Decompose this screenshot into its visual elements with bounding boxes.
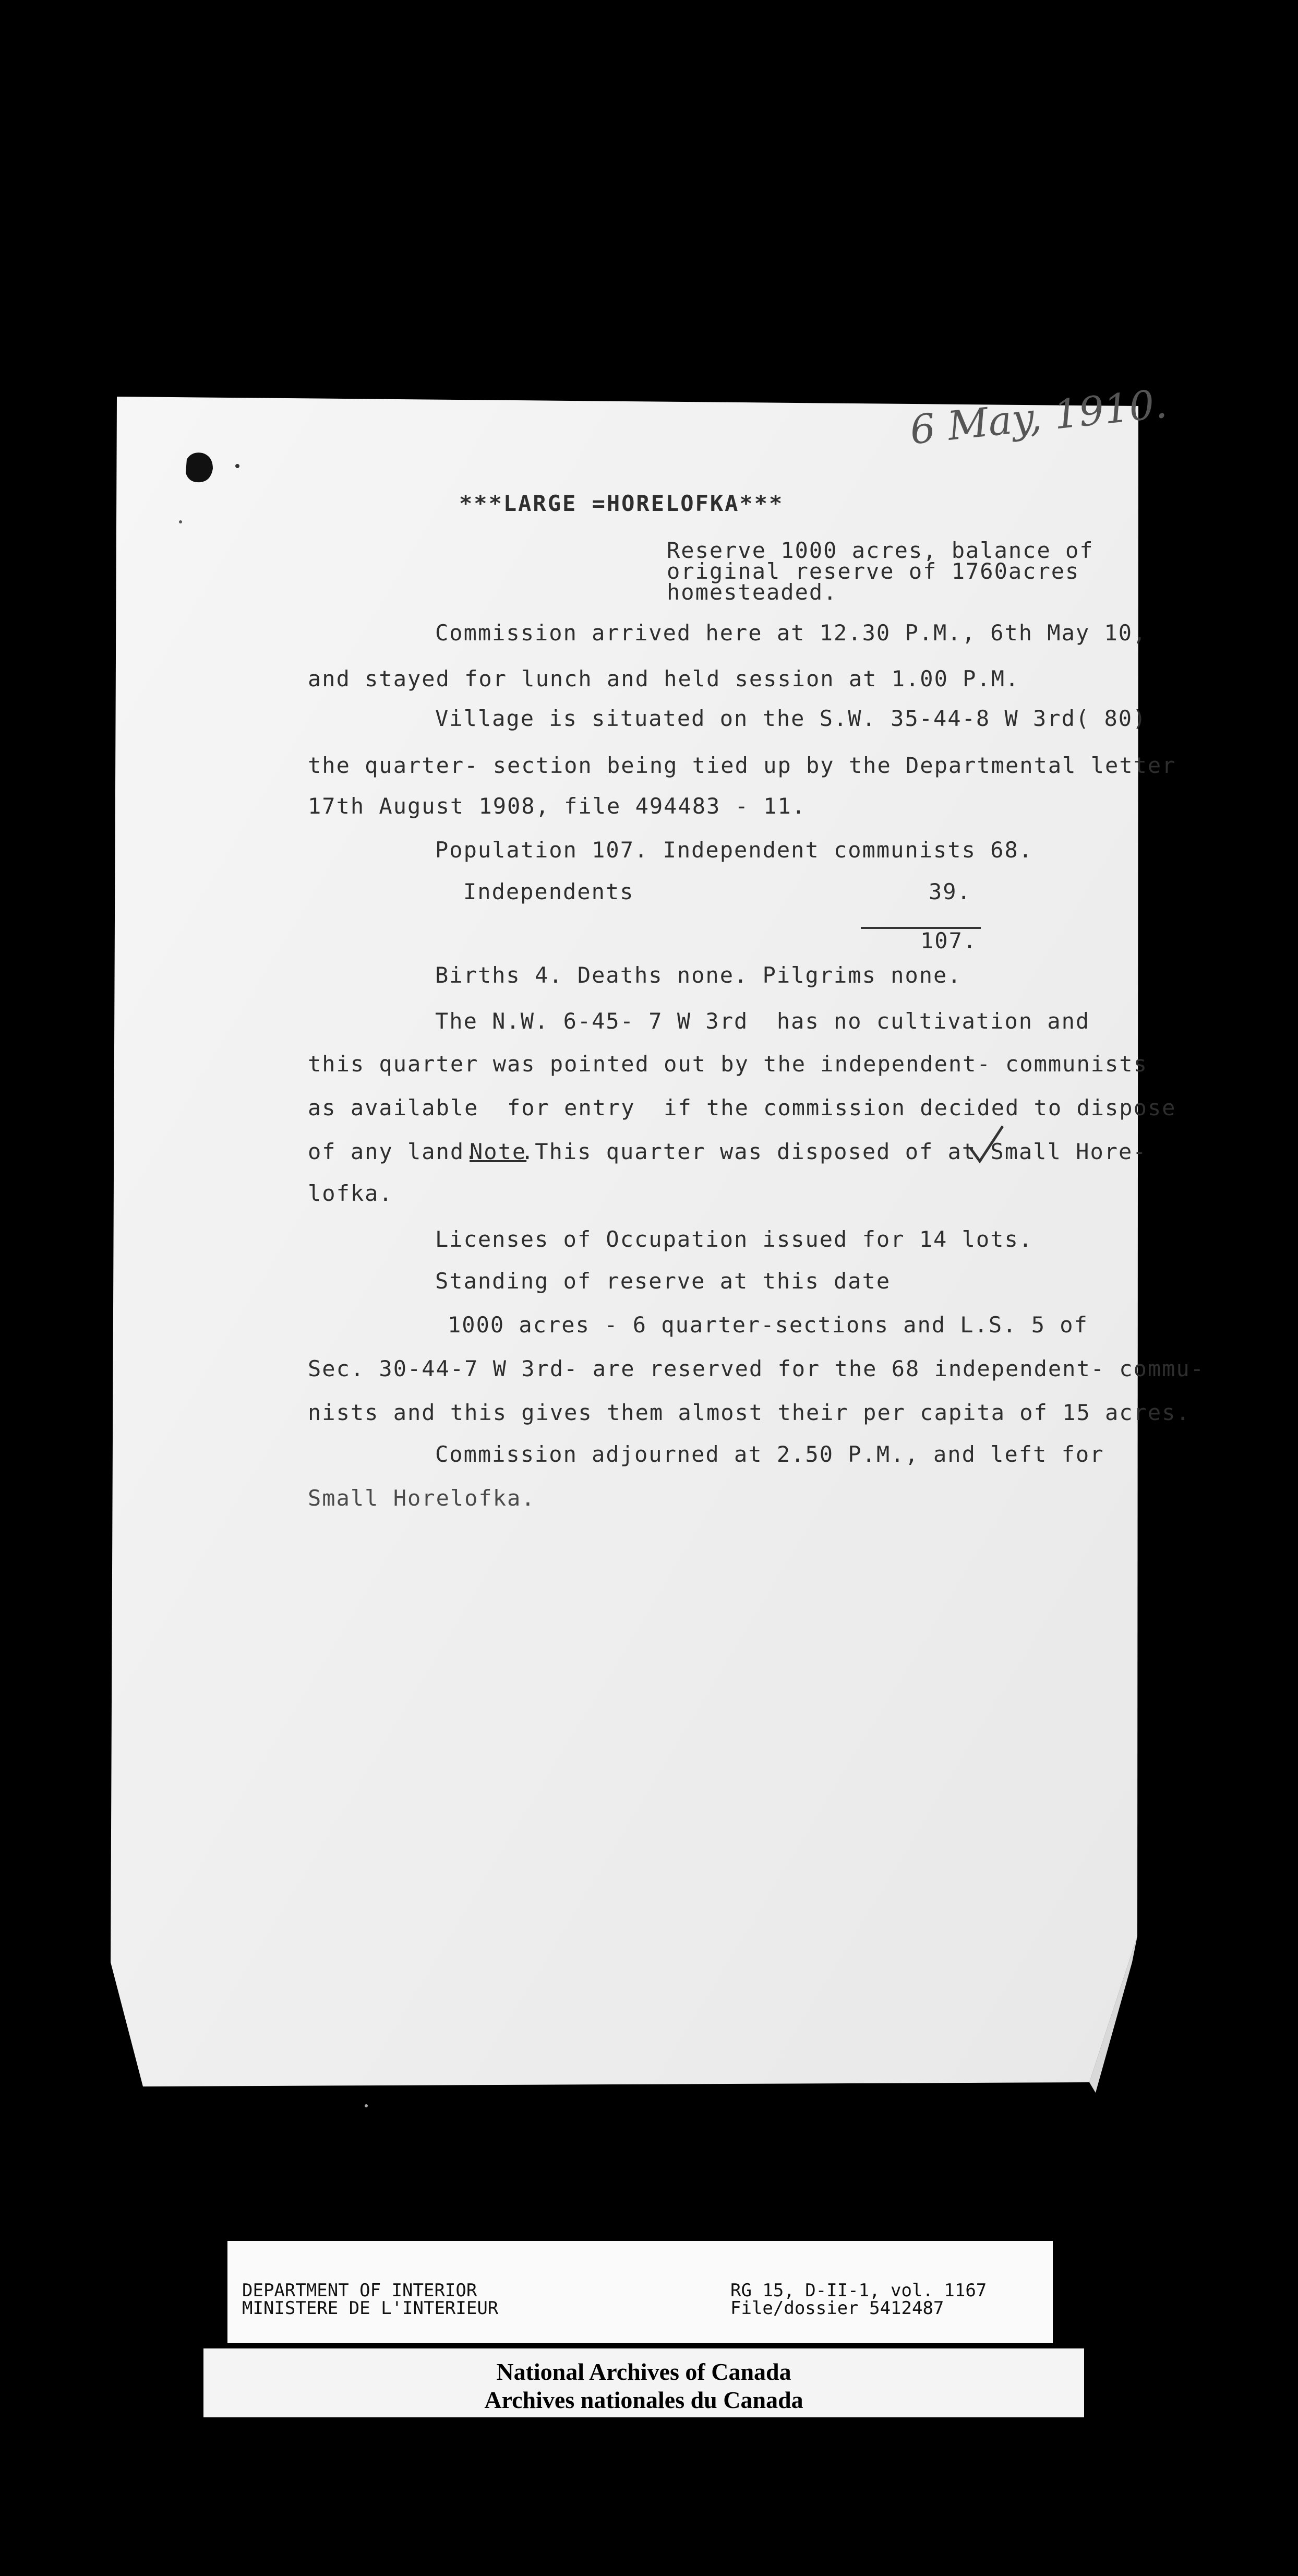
body-line: as available for entry if the commission decided to dispose [308,1095,1176,1120]
handwritten-date: 6 May, 1910. [908,380,1169,454]
body-line: Commission arrived here at 12.30 P.M., 6th May 10, [435,620,1147,646]
body-line: 1000 acres - 6 quarter-sections and L.S. 5 of [448,1312,1088,1338]
body-line: this quarter was pointed out by the independent- communists [308,1051,1148,1077]
total-value: 107. [920,928,978,953]
archive-reference: RG 15, D-II-1, vol. 1167 [730,2280,987,2301]
body-line: and stayed for lunch and held session at 1.00 P.M. [308,666,1020,691]
archive-banner [203,2348,1084,2417]
note-label: Note [470,1139,527,1164]
body-line: Small Horelofka. [308,1485,536,1511]
body-line: nists and this gives them almost their per capita of 15 acres. [308,1400,1191,1425]
body-line: Licenses of Occupation issued for 14 lots. [435,1226,1033,1252]
reserve-note-line: Reserve 1000 acres, balance of [667,538,1094,563]
body-line: Sec. 30-44-7 W 3rd- are reserved for the 68 independent- commu- [308,1356,1205,1381]
body-line: The N.W. 6-45- 7 W 3rd has no cultivation and [435,1008,1090,1034]
body-line: 17th August 1908, file 494483 - 11. [308,793,807,819]
body-line: .This quarter was disposed of at Small Hore- [521,1139,1147,1164]
archive-file: File/dossier 5412487 [730,2298,944,2319]
body-line: Independents [463,879,634,904]
archive-label [227,2241,1053,2343]
dept-fr: MINISTERE DE L'INTERIEUR [242,2298,499,2319]
archive-banner-en: National Archives of Canada [496,2358,791,2385]
body-line: Village is situated on the S.W. 35-44-8 W 3rd( 80) [435,706,1147,731]
body-line: lofka. [308,1180,393,1206]
body-line: the quarter- section being tied up by the Departmental letter [308,753,1176,778]
dept-en: DEPARTMENT OF INTERIOR [242,2280,477,2301]
document-title: ***LARGE =HORELOFKA*** [459,491,784,516]
body-line: Standing of reserve at this date [435,1268,891,1294]
body-line: Population 107. Independent communists 68. [435,837,1033,863]
body-line: of any land. [308,1139,479,1164]
archive-banner-fr: Archives nationales du Canada [484,2387,803,2413]
ink-blot [186,452,213,482]
reserve-note-line: original reserve of 1760acres [667,558,1080,584]
subtotal-value: 39. [929,879,971,904]
reserve-note-line: homesteaded. [667,579,838,605]
body-line: Commission adjourned at 2.50 P.M., and left for [435,1441,1104,1467]
body-line: Births 4. Deaths none. Pilgrims none. [435,962,962,988]
